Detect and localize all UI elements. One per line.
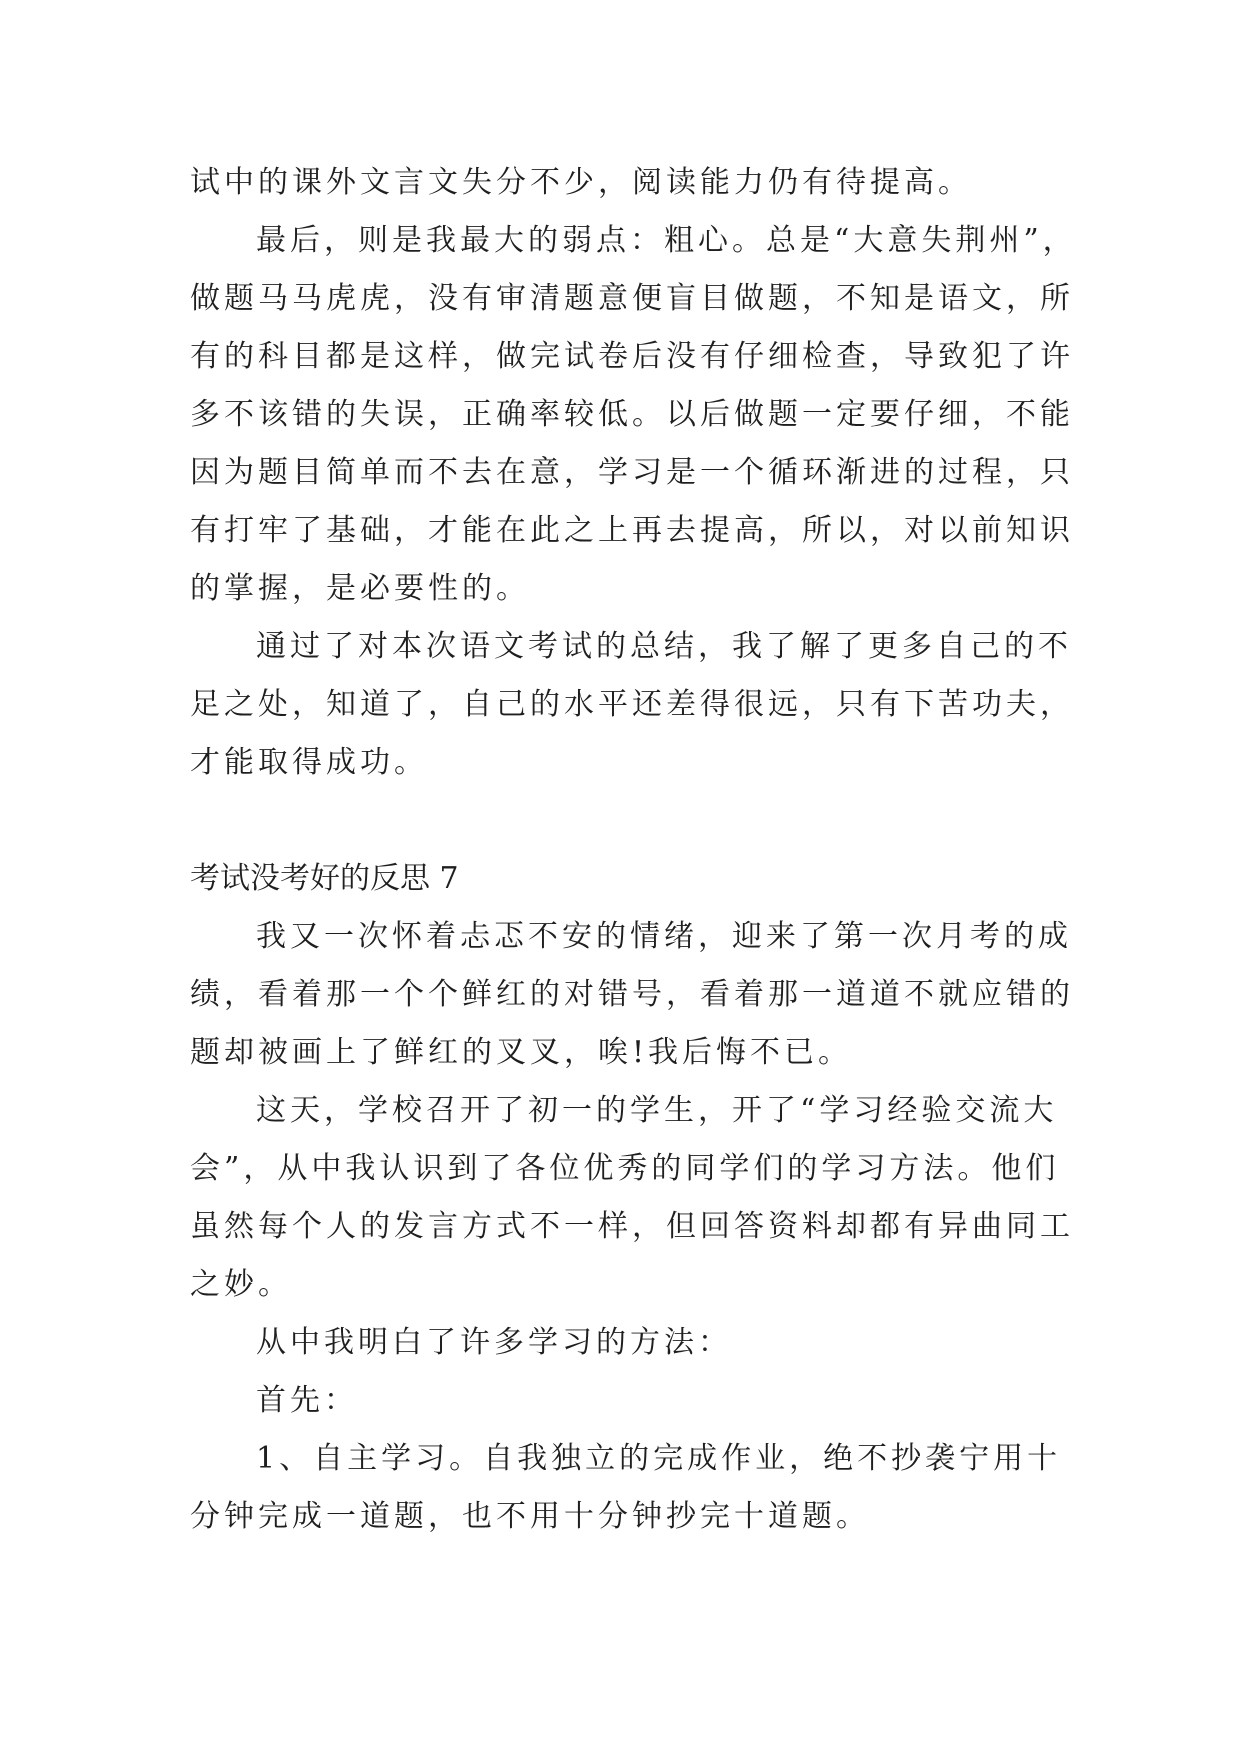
section-gap [190,792,1070,850]
section-heading: 考试没考好的反思 7 [190,861,459,896]
paragraph-first-line: 我又一次怀着忐忑不安的情绪，迎来了第一次月考的成 [256,919,1072,954]
paragraph-first-line: 这天，学校召开了初一的学生，开了“学习经验交流大 [256,1093,1058,1128]
paragraph-first-line: 最后，则是我最大的弱点：粗心。总是“大意失荆州”， [256,223,1077,258]
text-line: 的掌握，是必要性的。 [190,571,530,606]
text-line: 足之处，知道了，自己的水平还差得很远，只有下苦功夫， [190,687,1074,722]
text-line: 分钟完成一道题，也不用十分钟抄完十道题。 [190,1499,870,1534]
text-line: 题却被画上了鲜红的叉叉，唉!我后悔不已。 [190,1035,853,1070]
text-line: 多不该错的失误，正确率较低。以后做题一定要仔细，不能 [190,397,1074,432]
text-line: 绩，看着那一个个鲜红的对错号，看着那一道道不就应错的 [190,977,1074,1012]
text-line: 有的科目都是这样，做完试卷后没有仔细检查，导致犯了许 [190,339,1074,374]
paragraph-first-line: 1、自主学习。自我独立的完成作业，绝不抄袭宁用十 [256,1441,1062,1476]
paragraph-first-line: 首先： [256,1383,358,1418]
text-line: 才能取得成功。 [190,745,428,780]
document-body [190,154,1077,1546]
text-line: 之妙。 [190,1267,292,1302]
paragraph-first-line: 通过了对本次语文考试的总结，我了解了更多自己的不 [256,629,1072,664]
text-line: 虽然每个人的发言方式不一样，但回答资料却都有异曲同工 [190,1209,1074,1244]
text-line: 试中的课外文言文失分不少，阅读能力仍有待提高。 [190,165,972,200]
text-line: 做题马马虎虎，没有审清题意便盲目做题，不知是语文，所 [190,281,1074,316]
text-line: 有打牢了基础，才能在此之上再去提高，所以，对以前知识 [190,513,1074,548]
paragraph-first-line: 从中我明白了许多学习的方法： [256,1325,732,1360]
text-line: 因为题目简单而不去在意，学习是一个循环渐进的过程，只 [190,455,1074,490]
text-line: 会”，从中我认识到了各位优秀的同学们的学习方法。他们 [190,1151,1060,1186]
